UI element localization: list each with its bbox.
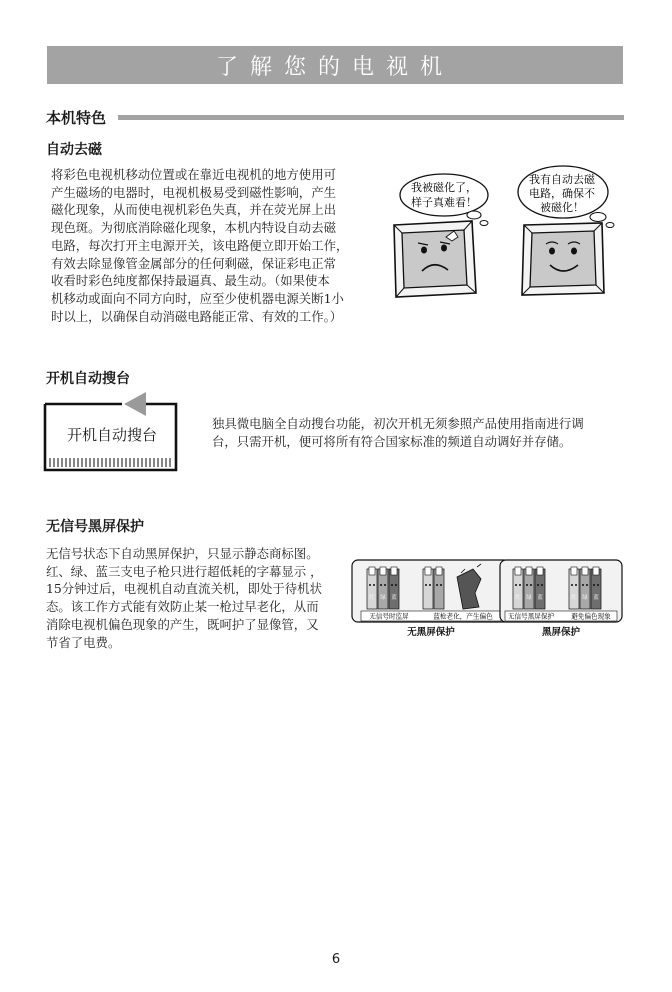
panel-left-label-b: 蓝枪老化，产生偏色 xyxy=(433,612,493,621)
face-eye xyxy=(571,584,573,586)
blackscreen-heading: 无信号黑屏保护 xyxy=(46,519,144,535)
autosearch-box-label: 开机自动搜台 xyxy=(66,426,157,444)
degauss-line: 机移动或面向不同方向时，应至少使机器电源关断1小 xyxy=(51,290,344,306)
gun-color-label: 蓝 xyxy=(537,595,543,601)
electron-gun-cap xyxy=(380,567,386,575)
blackscreen-line: 无信号状态下自动黑屏保护，只显示静态商标图。 xyxy=(46,546,319,561)
face-eye xyxy=(593,584,595,586)
electron-gun-cap xyxy=(425,567,431,575)
speech-bubble-right xyxy=(518,166,614,228)
degauss-line: 时以上，以确保自动消磁电路能正常、有效的工作。） xyxy=(51,308,343,324)
blackscreen-line: 节省了电费。 xyxy=(46,634,121,650)
tv-happy-icon xyxy=(522,223,604,295)
electron-gun-cap xyxy=(391,567,397,575)
no-protection-panel xyxy=(351,559,511,623)
blackscreen-line: 红、绿、蓝三支电子枪只进行超低耗的字幕显示 ， xyxy=(46,563,323,579)
bubble-right-line: 我有自动去磁 xyxy=(529,173,595,186)
face-eye xyxy=(597,584,599,586)
face-eye xyxy=(436,584,438,586)
degauss-line: 电路，每次打开主电源开关，该电路便立即开始工作， xyxy=(51,237,349,253)
face-eye xyxy=(440,584,442,586)
degauss-line: 现色斑。为彻底消除磁化现象，本机内特设自动去磁 xyxy=(51,220,336,236)
gun-color-label: 红 xyxy=(369,595,375,601)
face-eye xyxy=(429,584,431,586)
tv-sad-icon xyxy=(394,221,476,297)
electron-gun-cap xyxy=(582,567,588,575)
gun-color-label: 红 xyxy=(571,595,577,601)
panel-left-label-a: 无信号时监屏 xyxy=(369,612,409,621)
degauss-line: 有效去除显像管金属部分的任何剩磁，保证彩电正常 xyxy=(51,255,336,271)
electron-gun-cap xyxy=(436,567,442,575)
gun-color-label: 蓝 xyxy=(391,595,397,601)
electron-gun-cap xyxy=(571,567,577,575)
bubble-right-line: 被磁化！ xyxy=(540,201,584,214)
panel-right-label-b: 避免偏色现象 xyxy=(571,612,611,621)
gun-color-label: 绿 xyxy=(380,595,386,601)
blackscreen-line: 态。该工作方式能有效防止某一枪过早老化，从而 xyxy=(46,599,319,615)
degauss-line: 产生磁场的电器时，电视机极易受到磁性影响，产生 xyxy=(51,184,336,200)
speech-bubble-left xyxy=(400,174,488,226)
electron-gun-cap xyxy=(526,567,532,575)
gun-color-label: 绿 xyxy=(526,595,532,601)
face-eye xyxy=(530,584,532,586)
autosearch-line: 台，只需开机，便可将所有符合国家标准的频道自动调好并存储。 xyxy=(212,434,572,449)
section-label: 本机特色 xyxy=(46,108,107,127)
face-eye xyxy=(369,584,371,586)
face-eye xyxy=(537,584,539,586)
page-title-banner xyxy=(47,46,623,84)
blackscreen-line: 15分钟过后，电视机自动直流关机，即处于待机状 xyxy=(46,581,322,597)
electron-gun-cap xyxy=(515,567,521,575)
face-eye xyxy=(582,584,584,586)
gun-color-label: 红 xyxy=(515,595,521,601)
page-number: 6 xyxy=(331,952,341,967)
face-eye xyxy=(515,584,517,586)
face-eye xyxy=(526,584,528,586)
face-eye xyxy=(586,584,588,586)
face-eye xyxy=(380,584,382,586)
electron-gun-cap xyxy=(537,567,543,575)
electron-gun-cap xyxy=(369,567,375,575)
panel-right-caption: 黑屏保护 xyxy=(541,627,580,638)
arrow-left-icon xyxy=(124,392,146,416)
tick-scale xyxy=(50,458,170,467)
section-rule xyxy=(118,115,624,120)
protection-panel xyxy=(499,559,623,623)
panel-left-caption: 无黑屏保护 xyxy=(407,627,455,638)
gun-color-label: 绿 xyxy=(582,595,588,601)
degauss-line: 将彩色电视机移动位置或在靠近电视机的地方使用可 xyxy=(51,167,336,182)
face-eye xyxy=(575,584,577,586)
autosearch-paragraph xyxy=(212,415,626,451)
face-eye xyxy=(395,584,397,586)
gun-color-label: 蓝 xyxy=(593,595,599,601)
face-eye xyxy=(384,584,386,586)
blackscreen-line: 消除电视机偏色现象的产生，既呵护了显像管，又 xyxy=(46,616,319,632)
panel-right-label-a: 无信号黑屏保护 xyxy=(507,612,555,621)
degauss-illustration xyxy=(388,165,624,305)
face-eye xyxy=(519,584,521,586)
autosearch-heading: 开机自动搜台 xyxy=(46,371,130,387)
face-eye xyxy=(425,584,427,586)
section-header xyxy=(46,106,624,128)
bubble-left-line: 我被磁化了， xyxy=(411,181,477,194)
autosearch-line: 独具微电脑全自动搜台功能，初次开机无须参照产品使用指南进行调 xyxy=(212,416,584,431)
bubble-left-line: 样子真难看！ xyxy=(411,196,477,209)
degauss-line: 收看时彩色纯度都保持最逼真、最生动。（如果使本 xyxy=(51,273,330,289)
face-eye xyxy=(541,584,543,586)
bubble-right-line: 电路，确保不 xyxy=(529,187,595,200)
blackscreen-paragraph xyxy=(46,545,346,651)
degauss-heading: 自动去磁 xyxy=(46,142,102,158)
degauss-line: 磁化现象，从而使电视机彩色失真，并在荧光屏上出 xyxy=(51,202,336,218)
electron-gun-cap xyxy=(593,567,599,575)
degauss-paragraph xyxy=(51,166,369,325)
face-eye xyxy=(391,584,393,586)
face-eye xyxy=(373,584,375,586)
page-title: 了解您的电视机 xyxy=(215,54,454,80)
